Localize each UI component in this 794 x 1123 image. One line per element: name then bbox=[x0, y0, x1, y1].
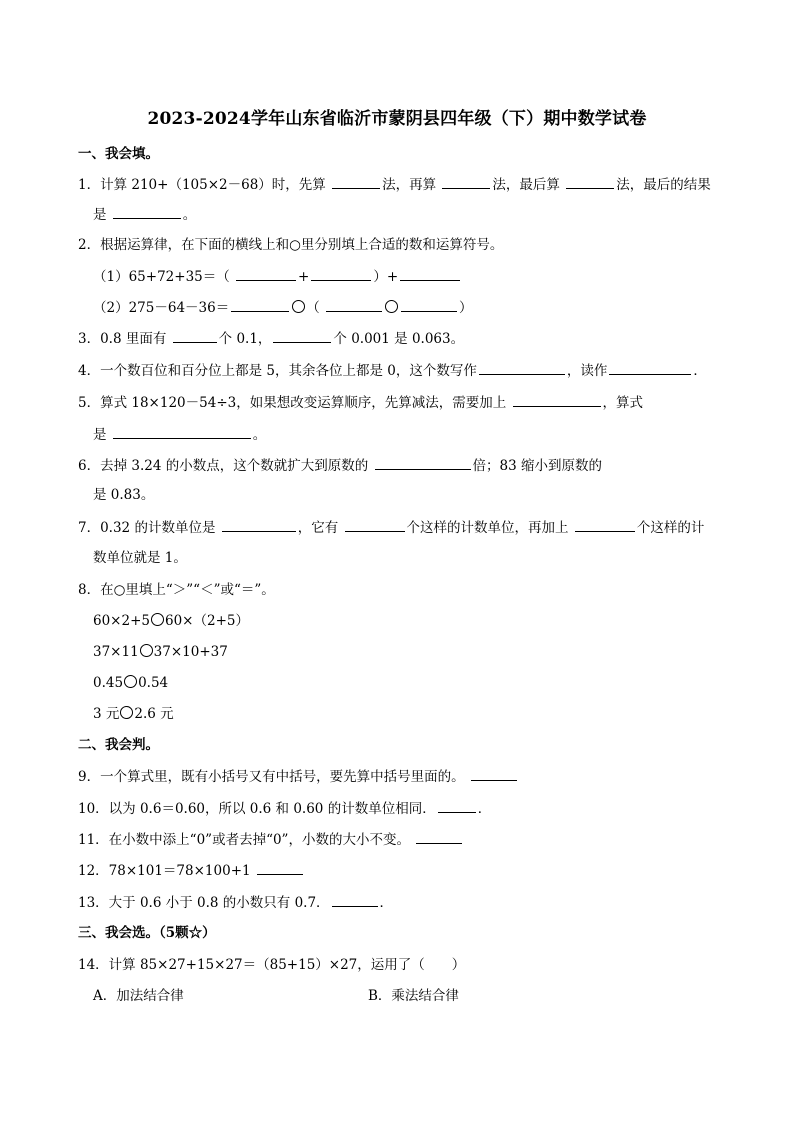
compare-circle[interactable] bbox=[151, 613, 164, 626]
answer-blank[interactable] bbox=[231, 297, 289, 312]
question-8-row-3: 0.45 0.54 bbox=[93, 675, 169, 691]
question-6-cont: 是 0.83。 bbox=[93, 487, 155, 503]
answer-blank[interactable] bbox=[311, 266, 371, 281]
answer-blank[interactable] bbox=[609, 360, 691, 375]
question-13: 13．大于 0.6 小于 0.8 的小数只有 0.7． ． bbox=[78, 892, 393, 913]
operator-circle[interactable] bbox=[385, 300, 398, 313]
section-fill-heading: 一、我会填。 bbox=[78, 146, 159, 162]
question-5-cont: 是 。 bbox=[93, 424, 266, 445]
choice-a[interactable]: A．加法结合律 bbox=[93, 988, 184, 1004]
answer-blank[interactable] bbox=[332, 174, 380, 189]
answer-blank[interactable] bbox=[513, 392, 601, 407]
answer-blank[interactable] bbox=[257, 860, 303, 875]
question-2: 2．根据运算律，在下面的横线上和○里分别填上合适的数和运算符号。 bbox=[78, 237, 504, 253]
question-11: 11．在小数中添上“0”或者去掉“0”，小数的大小不变。 bbox=[78, 829, 464, 850]
question-9: 9．一个算式里，既有小括号又有中括号，要先算中括号里面的。 bbox=[78, 766, 519, 787]
compare-circle[interactable] bbox=[124, 675, 137, 688]
compare-circle[interactable] bbox=[120, 706, 133, 719]
answer-blank[interactable] bbox=[332, 892, 378, 907]
answer-blank[interactable] bbox=[438, 798, 476, 813]
question-8-row-1: 60×2+5 60×（2+5） bbox=[93, 613, 249, 629]
question-8-row-4: 3 元 2.6 元 bbox=[93, 706, 174, 722]
question-2-part-1: （1）65+72+35＝（ + ）+ bbox=[93, 266, 462, 287]
question-6: 6．去掉 3.24 的小数点，这个数就扩大到原数的 倍；83 缩小到原数的 bbox=[78, 455, 602, 476]
answer-blank[interactable] bbox=[479, 360, 565, 375]
answer-blank[interactable] bbox=[416, 829, 462, 844]
choice-b[interactable]: B．乘法结合律 bbox=[368, 988, 459, 1004]
question-10: 10．以为 0.6＝0.60，所以 0.6 和 0.60 的计数单位相同． ． bbox=[78, 798, 491, 819]
answer-blank[interactable] bbox=[442, 174, 490, 189]
question-7: 7．0.32 的计数单位是 ，它有 个这样的计数单位，再加上 个这样的计 bbox=[78, 517, 704, 538]
question-4: 4．一个数百位和百分位上都是 5，其余各位上都是 0，这个数写作 ，读作 ． bbox=[78, 360, 707, 381]
answer-blank[interactable] bbox=[222, 517, 296, 532]
answer-blank[interactable] bbox=[173, 328, 217, 343]
question-3: 3．0.8 里面有 个 0.1， 个 0.001 是 0.063。 bbox=[78, 328, 464, 349]
question-12: 12．78×101＝78×100+1 bbox=[78, 860, 305, 881]
compare-circle[interactable] bbox=[140, 644, 153, 657]
answer-blank[interactable] bbox=[273, 328, 331, 343]
answer-blank[interactable] bbox=[375, 455, 471, 470]
answer-blank[interactable] bbox=[326, 297, 382, 312]
answer-blank[interactable] bbox=[236, 266, 296, 281]
question-5: 5．算式 18×120－54÷3，如果想改变运算顺序，先算减法，需要加上 ，算式 bbox=[78, 392, 643, 413]
question-1: 1．计算 210+（105×2－68）时，先算 法，再算 法，最后算 法，最后的结果 bbox=[78, 174, 711, 195]
answer-blank[interactable] bbox=[113, 424, 251, 439]
answer-blank[interactable] bbox=[566, 174, 614, 189]
question-2-part-2: （2）275－64－36＝ （ ） bbox=[93, 297, 473, 318]
operator-circle[interactable] bbox=[292, 300, 305, 313]
section-judge-heading: 二、我会判。 bbox=[78, 737, 159, 753]
answer-blank[interactable] bbox=[113, 204, 181, 219]
question-8-row-2: 37×11 37×10+37 bbox=[93, 644, 228, 660]
answer-blank[interactable] bbox=[345, 517, 405, 532]
question-8: 8．在○里填上“＞”“＜”或“＝”。 bbox=[78, 582, 275, 598]
answer-blank[interactable] bbox=[471, 766, 517, 781]
page-title: 2023-2024学年山东省临沂市蒙阴县四年级（下）期中数学试卷 bbox=[147, 109, 647, 129]
question-1-cont: 是 。 bbox=[93, 204, 196, 225]
answer-blank[interactable] bbox=[575, 517, 635, 532]
answer-blank[interactable] bbox=[401, 297, 457, 312]
section-choose-heading: 三、我会选。（5颗☆） bbox=[78, 925, 216, 941]
answer-blank[interactable] bbox=[400, 266, 460, 281]
question-7-cont: 数单位就是 1。 bbox=[93, 550, 187, 566]
question-14: 14．计算 85×27+15×27＝（85+15）×27，运用了（ ） bbox=[78, 957, 466, 973]
